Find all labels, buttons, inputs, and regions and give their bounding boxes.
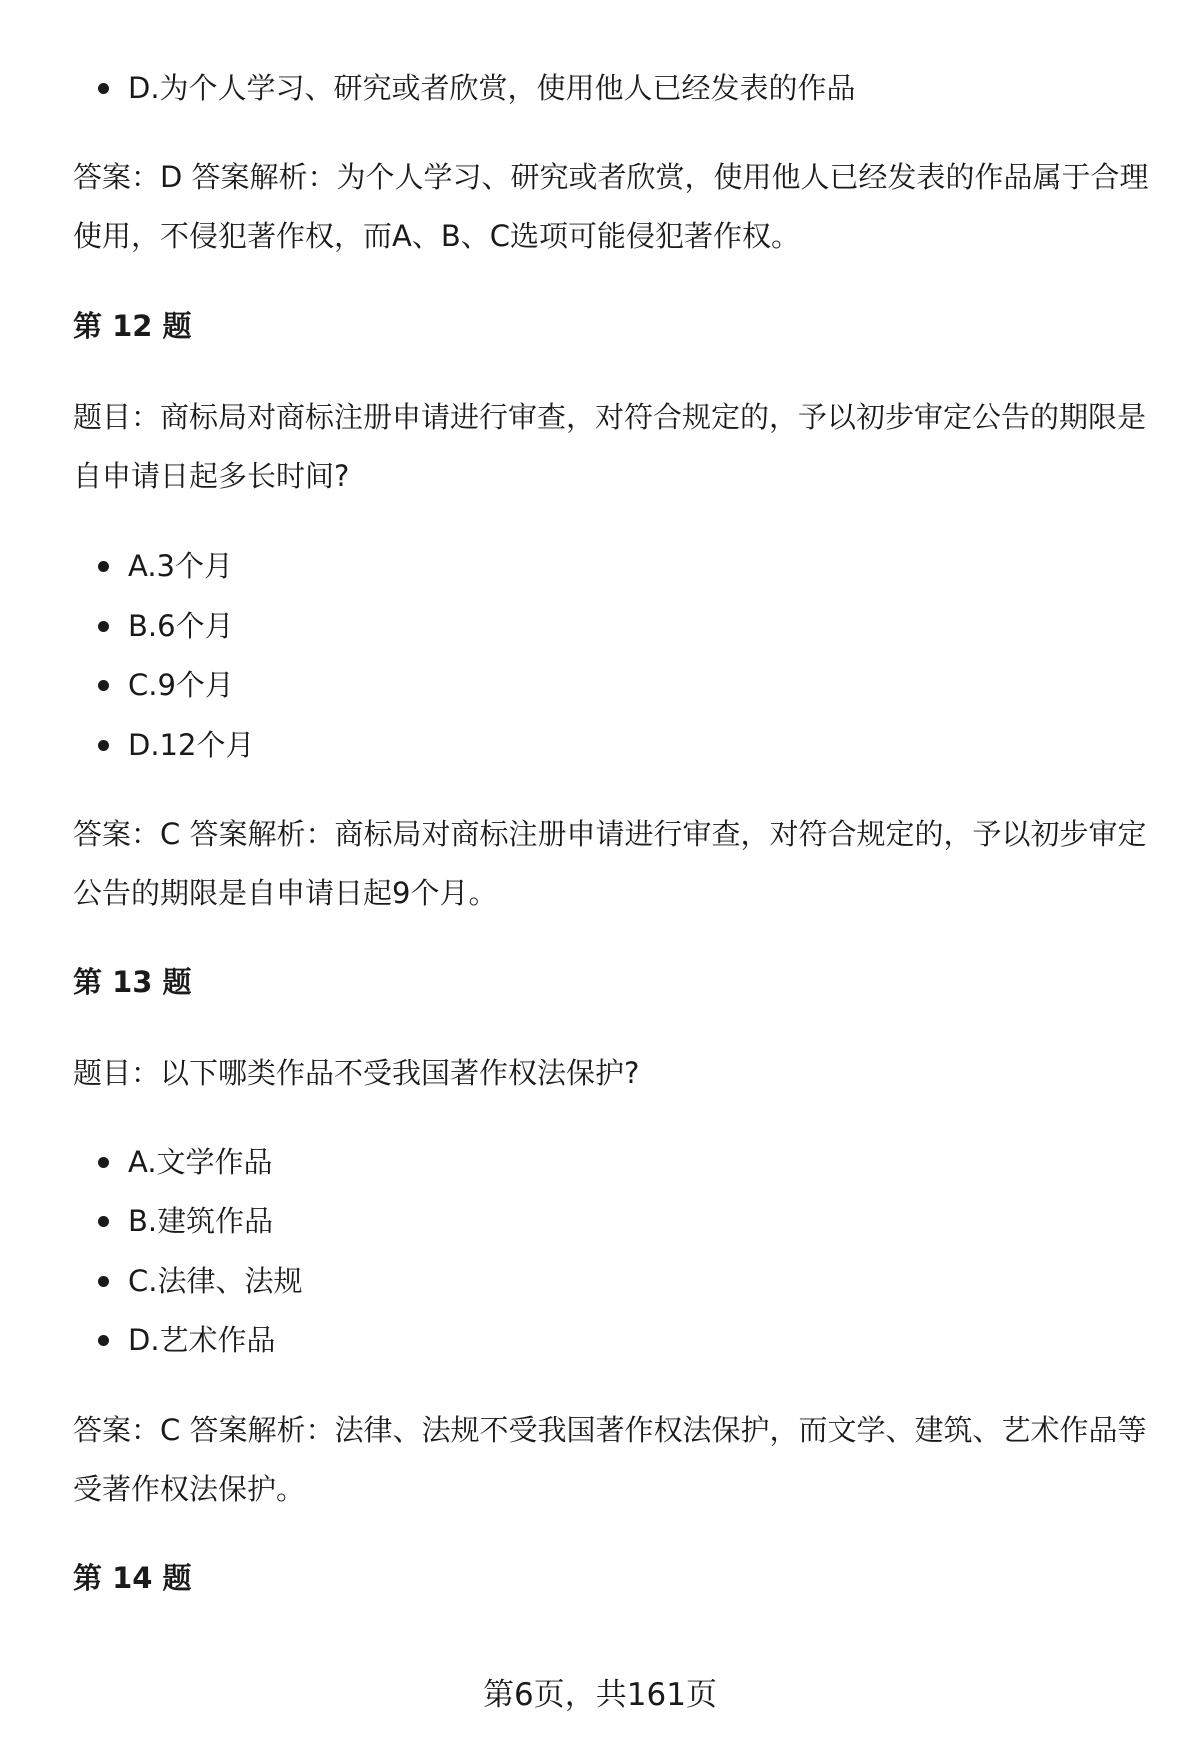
q12-option-a: A.3个月 xyxy=(128,546,233,586)
page-number-footer: 第6页，共161页 xyxy=(483,1677,717,1713)
q13-heading: 第 13 题 xyxy=(73,965,192,999)
q14-heading: 第 14 题 xyxy=(73,1561,192,1595)
q12-option-c: C.9个月 xyxy=(128,665,234,705)
q13-option-a: A.文学作品 xyxy=(128,1142,273,1182)
q12-heading: 第 12 题 xyxy=(73,309,192,343)
q12-answer: 答案：C 答案解析：商标局对商标注册申请进行审查，对符合规定的，予以初步审定公告的期限是自申请日起9个月。 xyxy=(73,817,1147,910)
q12-option-b: B.6个月 xyxy=(128,606,234,646)
q13-question: 题目：以下哪类作品不受我国著作权法保护? xyxy=(73,1056,640,1090)
q13-answer: 答案：C 答案解析：法律、法规不受我国著作权法保护，而文学、建筑、艺术作品等受著作权法保护。 xyxy=(73,1413,1147,1506)
q12-question: 题目：商标局对商标注册申请进行审查，对符合规定的，予以初步审定公告的期限是自申请日起多长时间? xyxy=(73,400,1147,493)
q11-option-d: D.为个人学习、研究或者欣赏，使用他人已经发表的作品 xyxy=(128,68,856,108)
q12-option-d: D.12个月 xyxy=(128,725,254,765)
q11-answer: 答案：D 答案解析：为个人学习、研究或者欣赏，使用他人已经发表的作品属于合理使用，不侵犯著作权，而A、B、C选项可能侵犯著作权。 xyxy=(73,160,1149,253)
q13-option-c: C.法律、法规 xyxy=(128,1261,302,1301)
q13-option-d: D.艺术作品 xyxy=(128,1320,276,1360)
q13-option-b: B.建筑作品 xyxy=(128,1201,273,1241)
